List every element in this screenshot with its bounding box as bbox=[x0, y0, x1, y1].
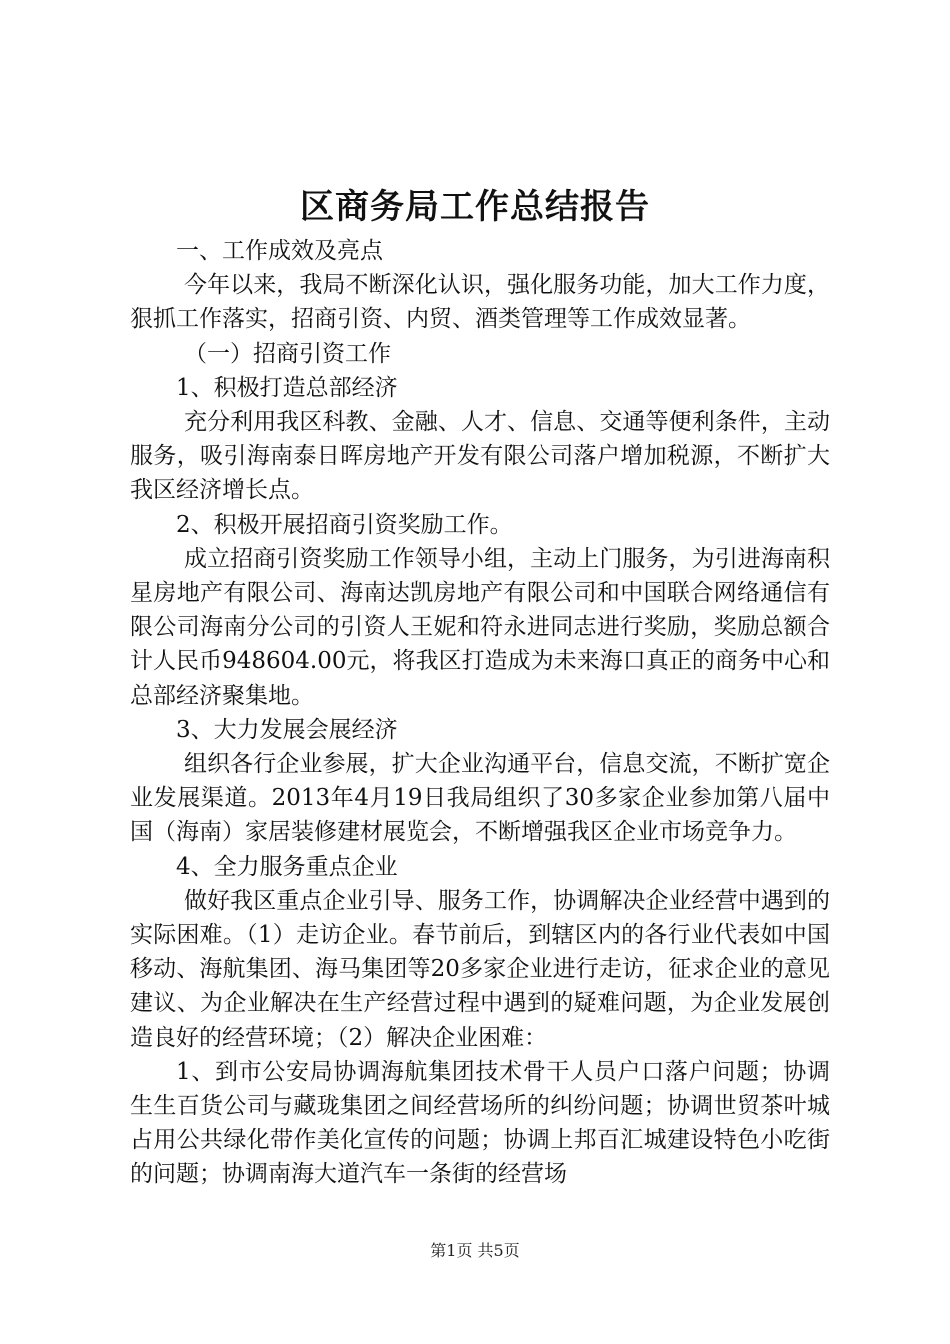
page-number-footer: 第1页 共5页 bbox=[430, 1241, 520, 1260]
paragraph: 充分利用我区科教、金融、人才、信息、交通等便利条件，主动服务，吸引海南泰日晖房地产开发有限公司落户增加税源，不断扩大我区经济增长点。 bbox=[130, 409, 830, 504]
item-heading: 1、积极打造总部经济 bbox=[176, 374, 398, 401]
paragraph: 今年以来，我局不断深化认识，强化服务功能，加大工作力度，狠抓工作落实，招商引资、内贸、酒类管理等工作成效显著。 bbox=[130, 272, 830, 333]
item-heading: 2、积极开展招商引资奖励工作。 bbox=[176, 511, 513, 538]
paragraph: 做好我区重点企业引导、服务工作，协调解决企业经营中遇到的实际困难。（1）走访企业。春节前后，到辖区内的各行业代表如中国移动、海航集团、海马集团等20多家企业进行走访，征求企业的意见建议、为企业解决在生产经营过程中遇到的疑难问题，为企业发展创造良好的经营环境；（2）解决企业困难： bbox=[130, 887, 830, 1051]
item-heading: 4、全力服务重点企业 bbox=[176, 853, 398, 880]
item-heading: 3、大力发展会展经济 bbox=[176, 716, 398, 743]
document-body bbox=[130, 234, 830, 1192]
paragraph: 组织各行企业参展，扩大企业沟通平台，信息交流，不断扩宽企业发展渠道。2013年4月19日我局组织了30多家企业参加第八届中国（海南）家居装修建材展览会，不断增强我区企业市场竞争力。 bbox=[130, 751, 830, 846]
paragraph: 1、到市公安局协调海航集团技术骨干人员户口落户问题；协调生生百货公司与藏珑集团之间经营场所的纠纷问题；协调世贸茶叶城占用公共绿化带作美化宣传的问题；协调上邦百汇城建设特色小吃街的问题；协调南海大道汽车一条街的经营场 bbox=[130, 1058, 830, 1188]
paragraph: 成立招商引资奖励工作领导小组，主动上门服务，为引进海南积星房地产有限公司、海南达凯房地产有限公司和中国联合网络通信有限公司海南分公司的引资人王妮和符永进同志进行奖励，奖励总额合计人民币948604.00元，将我区打造成为未来海口真正的商务中心和总部经济聚集地。 bbox=[130, 545, 830, 709]
document-title: 区商务局工作总结报告 bbox=[300, 187, 650, 227]
section-heading: 一、工作成效及亮点 bbox=[176, 238, 383, 264]
subsection-heading: （一）招商引资工作 bbox=[184, 340, 391, 367]
